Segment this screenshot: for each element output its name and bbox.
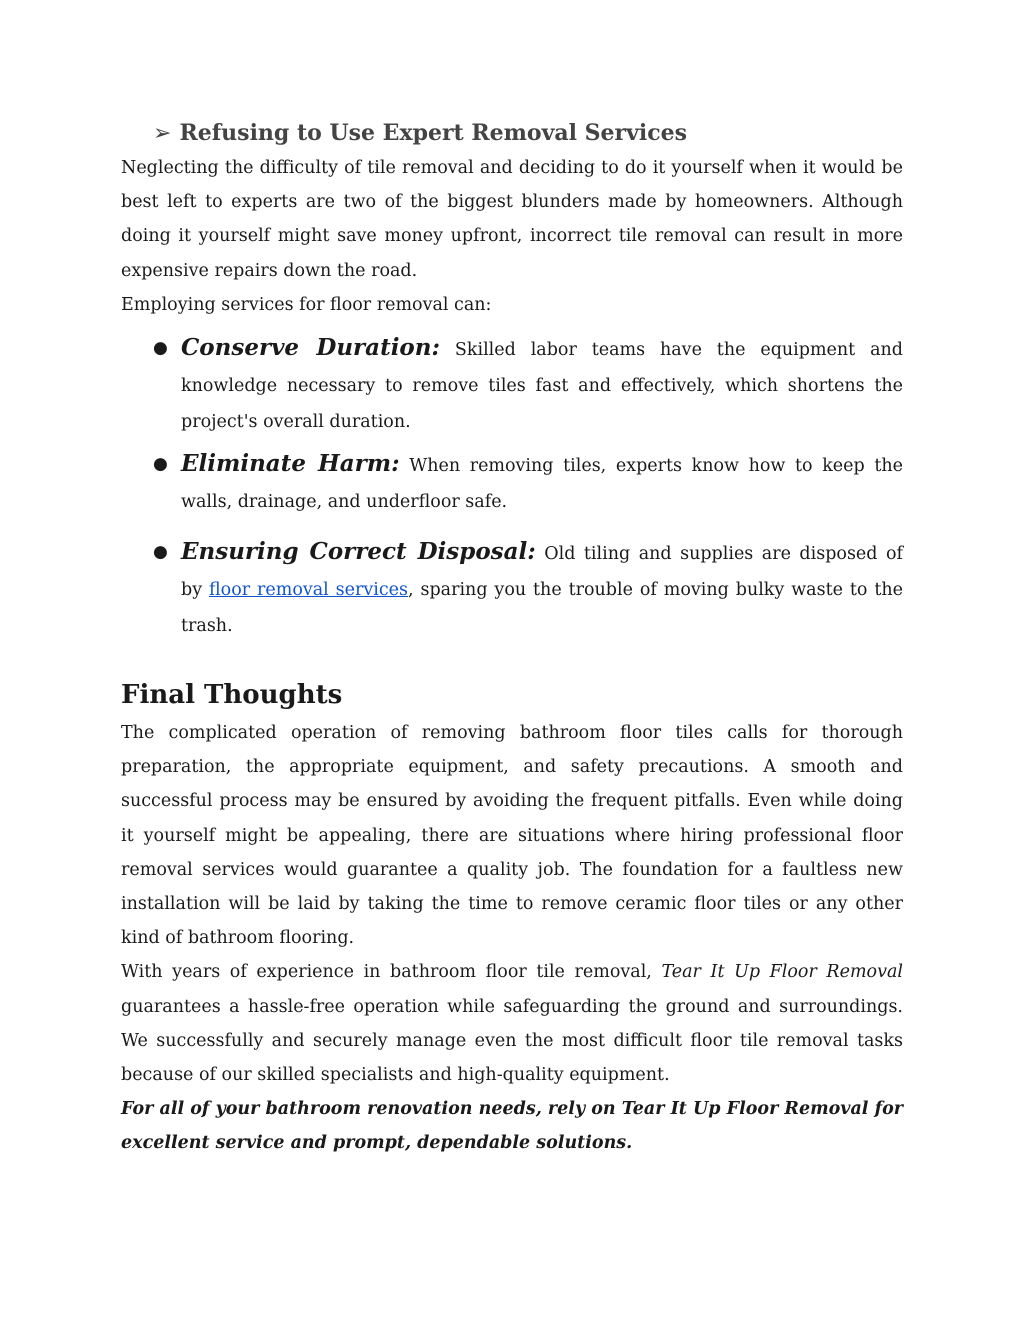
list-item bbox=[153, 534, 904, 644]
paragraph-company bbox=[121, 955, 903, 1092]
bullet-text: Skilled labor teams have the equipment and knowledge necessary to remove tiles fast and effectively, which shortens the project's overall duration. bbox=[181, 340, 903, 433]
paragraph-services-intro: Employing services for floor removal can: bbox=[121, 294, 492, 315]
section-heading-final-thoughts: Final Thoughts bbox=[121, 680, 343, 711]
bullet-text: Old tiling and supplies are disposed of by bbox=[181, 544, 904, 601]
bullet-dot-icon: ● bbox=[153, 338, 168, 359]
bullet-term: Conserve Duration: bbox=[181, 334, 440, 362]
list-item bbox=[153, 446, 903, 520]
benefits-list bbox=[121, 330, 903, 644]
bullet-term: Eliminate Harm: bbox=[181, 450, 400, 478]
paragraph-conclusion: The complicated operation of removing bathroom floor tiles calls for thorough preparation, the appropriate equipment, and safety precautions. A smooth and successful process may be ensured by avoiding the frequent pitfalls. Even while doing it yourself might be appealing, there are situations where hiring professional floor removal services would guarantee a quality job. The foundation for a faultless new installation will be laid by taking the time to remove ceramic floor tiles or any other kind of bathroom flooring. bbox=[121, 723, 903, 949]
closing-statement: For all of your bathroom renovation needs, rely on Tear It Up Floor Removal for excellent service and prompt, dependable solutions. bbox=[121, 1099, 903, 1154]
bullet-text: , sparing you the trouble of moving bulky waste to the trash. bbox=[181, 580, 904, 637]
list-item bbox=[153, 330, 903, 440]
company-text-before: With years of experience in bathroom floor tile removal, bbox=[121, 962, 662, 983]
bullet-term: Ensuring Correct Disposal: bbox=[181, 538, 536, 566]
subheading-expert-removal bbox=[153, 116, 903, 151]
subheading-text: Refusing to Use Expert Removal Services bbox=[179, 120, 688, 146]
floor-removal-services-link[interactable]: floor removal services bbox=[209, 580, 409, 601]
bullet-dot-icon: ● bbox=[153, 542, 168, 563]
bullet-text: When removing tiles, experts know how to keep the walls, drainage, and underfloor safe. bbox=[181, 456, 903, 513]
bullet-dot-icon: ● bbox=[153, 454, 168, 475]
company-text-after: guarantees a hassle-free operation while safeguarding the ground and surroundings. We successfully and securely manage even the most difficult floor tile removal tasks because of our skilled specialists and high-quality equipment. bbox=[121, 996, 903, 1086]
company-name: Tear It Up Floor Removal bbox=[661, 962, 903, 983]
arrow-bullet-icon: ➢ bbox=[153, 121, 172, 146]
paragraph-diy-blunders: Neglecting the difficulty of tile removal and deciding to do it yourself when it would be best left to experts are two of the biggest blunders made by homeowners. Although doing it yourself might save money upfront, incorrect tile removal can result in more expensive repairs down the road. bbox=[121, 158, 903, 281]
